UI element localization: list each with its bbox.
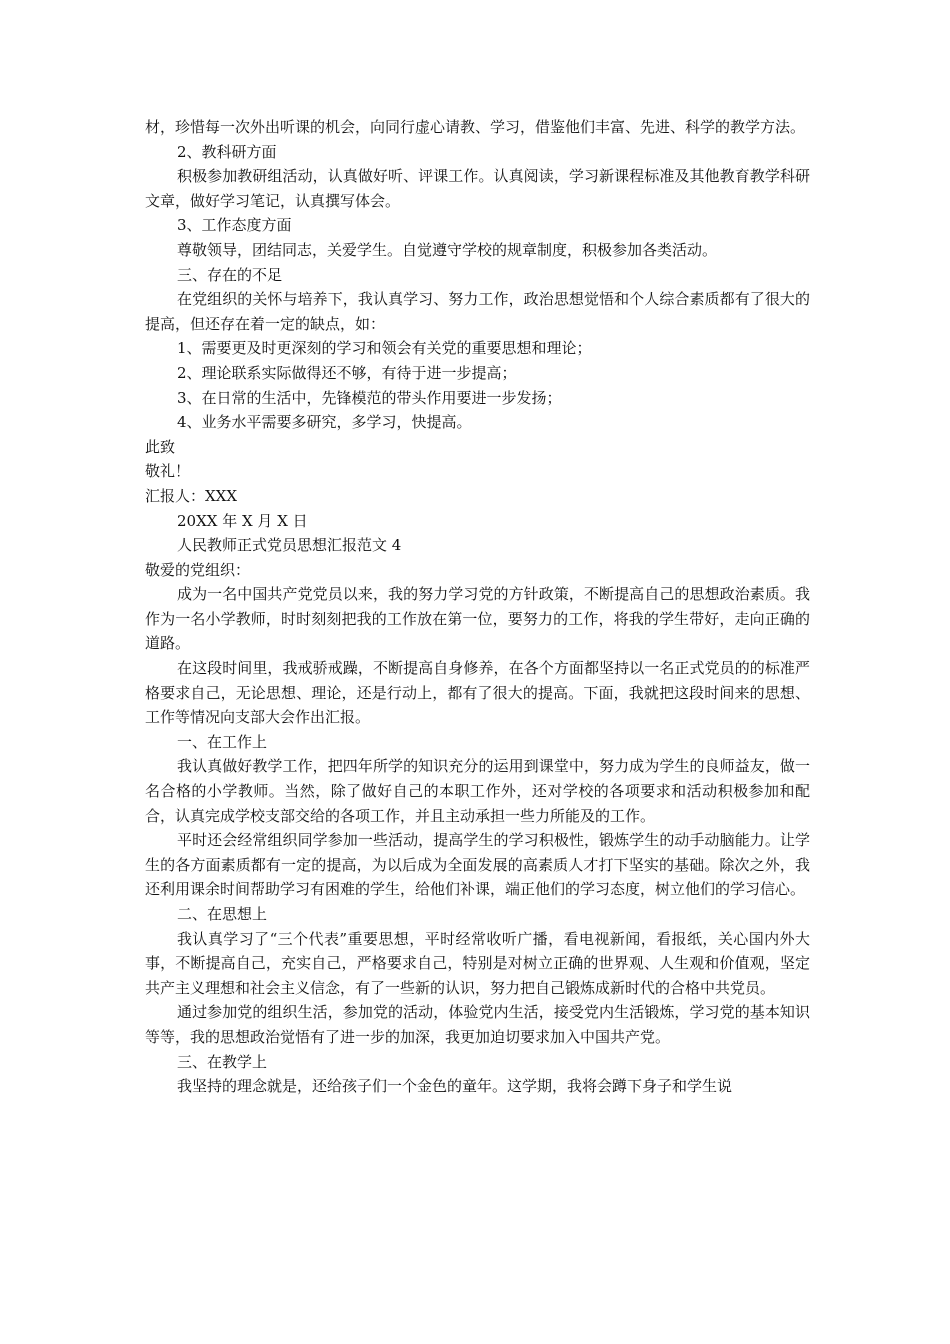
- document-body: [145, 115, 810, 1099]
- paragraph: 我认真学习了“三个代表”重要思想，平时经常收听广播，看电视新闻，看报纸，关心国内外大事，不断提高自己，充实自己，严格要求自己，特别是对树立正确的世界观、人生观和价值观，坚定共产主义理想和社会主义信念，有了一些新的认识，努力把自己锻炼成新时代的合格中共党员。: [145, 929, 810, 997]
- paragraph: 材，珍惜每一次外出听课的机会，向同行虚心请教、学习，借鉴他们丰富、先进、科学的教学方法。: [145, 118, 806, 136]
- paragraph: 通过参加党的组织生活，参加党的活动，体验党内生活，接受党内生活锻炼，学习党的基本知识等等，我的思想政治觉悟有了进一步的加深，我更加迫切要求加入中国共产党。: [145, 1003, 810, 1046]
- paragraph: 二、在思想上: [177, 905, 268, 923]
- paragraph: 敬爱的党组织：: [145, 560, 251, 579]
- paragraph: 4、业务水平需要多研究，多学习，快提高。: [177, 413, 472, 432]
- paragraph: 20XX 年 X 月 X 日: [177, 511, 308, 530]
- paragraph: 尊敬领导，团结同志，关爱学生。自觉遵守学校的规章制度，积极参加各类活动。: [177, 240, 718, 259]
- paragraph: 平时还会经常组织同学参加一些活动，提高学生的学习积极性，锻炼学生的动手动脑能力。让学生的各方面素质都有一定的提高，为以后成为全面发展的高素质人才打下坚实的基础。除次之外，我还利用课余时间帮助学习有困难的学生，给他们补课，端正他们的学习态度，树立他们的学习信心。: [145, 831, 810, 899]
- paragraph: 我认真做好教学工作，把四年所学的知识充分的运用到课堂中，努力成为学生的良师益友，做一名合格的小学教师。当然，除了做好自己的本职工作外，还对学校的各项要求和活动积极参加和配合，认真完成学校支部交给的各项工作，并且主动承担一些力所能及的工作。: [145, 757, 810, 825]
- paragraph: 此致: [145, 437, 176, 456]
- paragraph: 2、教科研方面: [177, 142, 277, 161]
- paragraph: 3、工作态度方面: [177, 216, 292, 235]
- paragraph: 我坚持的理念就是，还给孩子们一个金色的童年。这学期，我将会蹲下身子和学生说: [177, 1077, 733, 1096]
- paragraph: 汇报人：XXX: [145, 486, 238, 505]
- paragraph: 三、存在的不足: [177, 265, 283, 284]
- paragraph: 1、需要更及时更深刻的学习和领会有关党的重要思想和理论；: [177, 339, 592, 358]
- paragraph: 在党组织的关怀与培养下，我认真学习、努力工作，政治思想觉悟和个人综合素质都有了很大的提高，但还存在着一定的缺点，如：: [145, 290, 810, 333]
- paragraph: 一、在工作上: [177, 732, 268, 751]
- paragraph: 成为一名中国共产党党员以来，我的努力学习党的方针政策，不断提高自己的思想政治素质。我作为一名小学教师，时时刻刻把我的工作放在第一位，要努力的工作，将我的学生带好，走向正确的道路。: [145, 585, 810, 653]
- paragraph: 3、在日常的生活中，先锋模范的带头作用要进一步发扬；: [177, 388, 562, 407]
- paragraph: 敬礼！: [145, 462, 191, 481]
- paragraph: 三、在教学上: [177, 1052, 268, 1071]
- paragraph: 2、理论联系实际做得还不够，有待于进一步提高；: [177, 363, 517, 382]
- paragraph: 人民教师正式党员思想汇报范文 4: [177, 536, 402, 555]
- paragraph: 积极参加教研组活动，认真做好听、评课工作。认真阅读，学习新课程标准及其他教育教学科研文章，做好学习笔记，认真撰写体会。: [145, 167, 810, 210]
- paragraph: 在这段时间里，我戒骄戒躁，不断提高自身修养，在各个方面都坚持以一名正式党员的的标准严格要求自己，无论思想、理论，还是行动上，都有了很大的提高。下面，我就把这段时间来的思想、工作等情况向支部大会作出汇报。: [145, 659, 810, 727]
